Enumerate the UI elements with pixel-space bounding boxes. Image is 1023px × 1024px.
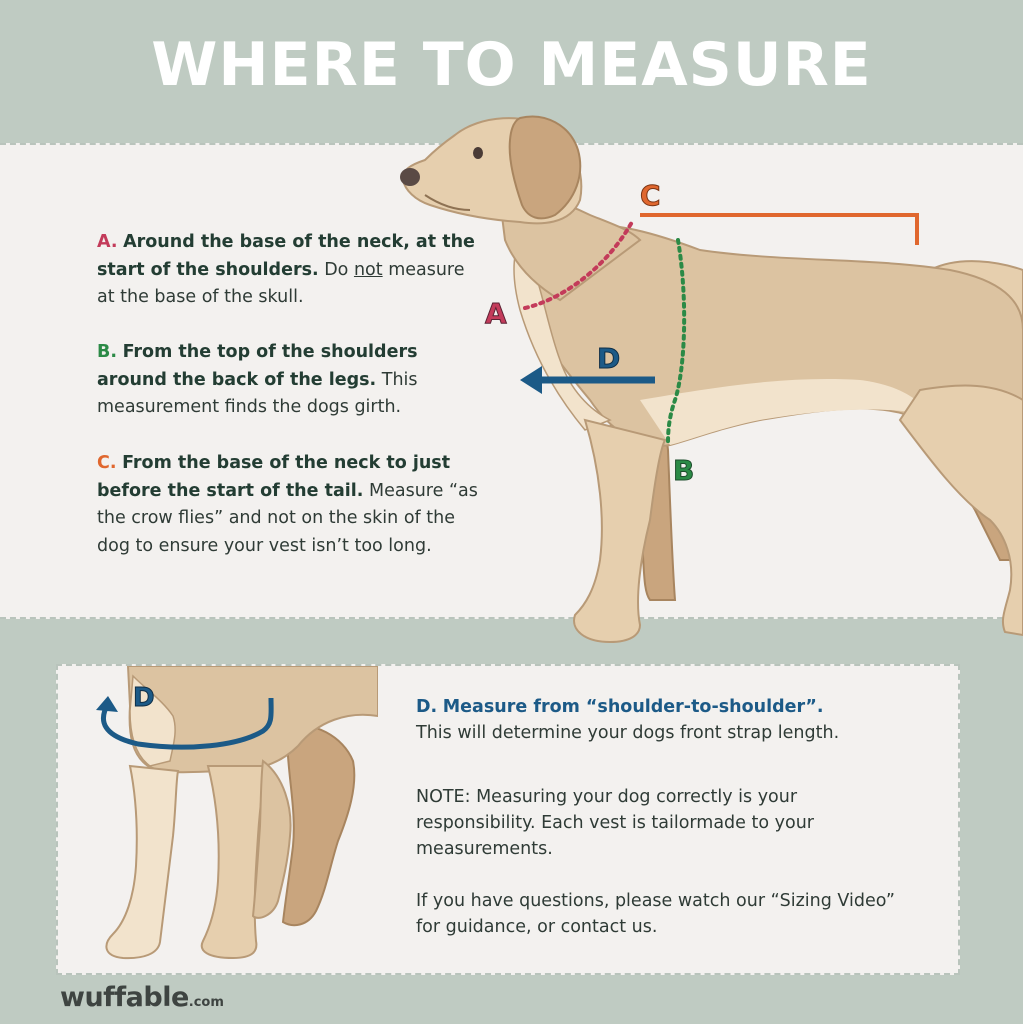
dog-side-illustration bbox=[390, 105, 1023, 650]
label-c: C bbox=[640, 179, 661, 212]
instruction-a-underlined: not bbox=[353, 259, 383, 280]
shoulder-measure-panel bbox=[56, 664, 960, 975]
d-instruction bbox=[416, 694, 936, 746]
label-b: B bbox=[673, 454, 695, 487]
instruction-a-letter: A. bbox=[97, 232, 118, 252]
logo-suffix: .com bbox=[188, 995, 224, 1010]
dog-nose bbox=[400, 168, 420, 186]
front-leg-left bbox=[106, 766, 178, 958]
instruction-b-text: This measurement finds the dogs girth. bbox=[97, 369, 418, 417]
dog-eye bbox=[473, 147, 483, 159]
note-label: NOTE: bbox=[416, 787, 471, 807]
instruction-a-bold: Around the base of the neck, at the start of the shoulders. bbox=[97, 232, 475, 280]
instruction-a bbox=[97, 229, 482, 312]
d-instruction-text: This will determine your dogs front strap length. bbox=[416, 723, 840, 743]
curved-arrow-head bbox=[96, 696, 118, 712]
page-title: WHERE TO MEASURE bbox=[151, 30, 872, 100]
d-instruction-bold: Measure from “shoulder-to-shoulder”. bbox=[442, 697, 824, 717]
measure-line-c bbox=[640, 215, 917, 245]
label-d-front: D bbox=[133, 683, 155, 713]
instruction-a-post: measure at the base of the skull. bbox=[97, 259, 465, 307]
instruction-c bbox=[97, 450, 482, 560]
instruction-b-letter: B. bbox=[97, 342, 117, 362]
front-far-leg-back bbox=[283, 725, 354, 925]
instruction-c-text: Measure “as the crow flies” and not on the skin of the dog to ensure your vest isn’t too long. bbox=[97, 480, 478, 556]
instruction-a-pre: Do bbox=[318, 259, 354, 280]
note-body: Measuring your dog correctly is your responsibility. Each vest is tailormade to your measurements. bbox=[416, 787, 814, 859]
instruction-c-bold: From the base of the neck to just before the start of the tail. bbox=[97, 453, 451, 501]
logo-main: wuffable bbox=[60, 982, 189, 1013]
label-a: A bbox=[485, 297, 507, 330]
wuffable-logo bbox=[60, 982, 224, 1013]
question-paragraph: If you have questions, please watch our “Sizing Video” for guidance, or contact us. bbox=[416, 891, 895, 937]
left-arrow-icon bbox=[520, 366, 542, 394]
d-instruction-letter: D. bbox=[416, 697, 438, 717]
instruction-b-bold: From the top of the shoulders around the back of the legs. bbox=[97, 342, 418, 390]
instruction-b bbox=[97, 339, 482, 422]
note-paragraph bbox=[416, 784, 916, 862]
dog-front-legs-illustration bbox=[58, 666, 378, 973]
instruction-c-letter: C. bbox=[97, 453, 117, 473]
near-hind-leg bbox=[900, 386, 1023, 635]
label-d: D bbox=[597, 342, 621, 375]
